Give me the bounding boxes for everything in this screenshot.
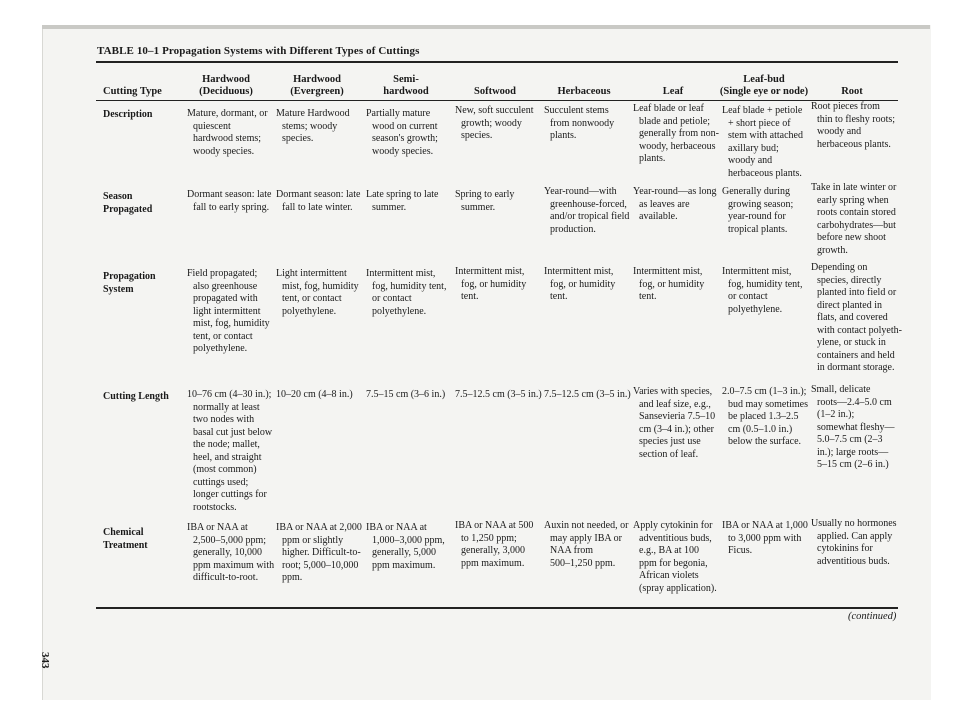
table-cell: Root pieces from thin to fleshy roots; woody and herbaceous plants. [811,101,896,150]
table-cell: Succulent stems from nonwoody plants. [544,105,615,141]
row-label-propagation-system: Propagation System [103,271,156,295]
table-cell: Intermittent mist, fog, humidity tent, or contact polyethylene. [722,266,803,315]
table-cell: Year-round—with greenhouse-forced, and/or tropical field production. [544,186,630,235]
header-leaf-bud: Leaf-bud (Single eye or node) [719,74,809,97]
table-cell: Generally during growing season; year-round for tropical plants. [722,186,794,235]
table-cell: Intermittent mist, fog, or humidity tent. [633,266,705,302]
header-root: Root [841,86,863,97]
table-cell: IBA or NAA at 500 to 1,250 ppm; generally, 3,000 ppm maximum. [455,520,534,569]
table-title: TABLE 10–1 Propagation Systems with Different Types of Cuttings [97,45,420,57]
table-cell: Late spring to late summer. [366,189,439,213]
table-cell: IBA or NAA at 1,000 to 3,000 ppm with Ficus. [722,520,808,556]
table-cell: New, soft succulent growth; woody species. [455,105,534,141]
table-header-rule [96,100,898,101]
table-cell: Leaf blade or leaf blade and petiole; generally from non- woody, herbaceous plants. [633,103,719,164]
table-cell: Varies with species, and leaf size, e.g., Sansevieria 7.5–10 cm (3–4 in.); other species just use section of leaf. [633,386,716,460]
table-cell: 7.5–12.5 cm (3–5 in.) [544,389,631,400]
header-semi-hardwood: Semi- hardwood [383,74,429,97]
table-cell: Field propagated; also greenhouse propagated with light intermittent mist, fog, humidity tent, or contact polyethylene. [187,268,270,354]
table-top-rule [96,61,898,63]
table-cell: Dormant season: late fall to early spring. [187,189,272,213]
table-cell: 10–76 cm (4–30 in.); normally at least two nodes with basal cut just below the node; mallet, heel, and straight (most common) cuttings used; longer cuttings for rootstocks. [187,389,273,513]
table-cell: Dormant season: late fall to late winter. [276,189,361,213]
table-cell: 2.0–7.5 cm (1–3 in.); bud may sometimes be placed 1.3–2.5 cm (0.5–1.0 in.) below the surface. [722,386,808,447]
table-cell: IBA or NAA at 1,000–3,000 ppm, generally, 5,000 ppm maximum. [366,522,445,571]
table-cell: Intermittent mist, fog, humidity tent, or contact polyethylene. [366,268,447,317]
continued-note: (continued) [848,611,897,622]
table-cell: 7.5–15 cm (3–6 in.) [366,389,446,400]
table-cell: Spring to early summer. [455,189,515,213]
row-label-season-propagated: Season Propagated [103,191,153,215]
header-herbaceous: Herbaceous [557,86,611,97]
table-cell: IBA or NAA at 2,000 ppm or slightly higher. Difficult-to- root; 5,000–10,000 ppm. [276,522,362,583]
table-cell: Usually no hormones applied. Can apply cytokinins for adventitious buds. [811,518,897,567]
row-label-description: Description [103,109,153,120]
table-cell: Leaf blade + petiole + short piece of stem with attached axillary bud; woody and herbaceous plants. [722,105,803,179]
table-cell: Partially mature wood on current season's growth; woody species. [366,108,438,157]
table-cell: Depending on species, directly planted into field or direct planted in flats, and covered with contact polyeth- ylene, or stuck in containers and held in dormant storage. [811,262,902,373]
header-hardwood-deciduous: Hardwood (Deciduous) [199,74,253,97]
header-softwood: Softwood [473,86,516,97]
table-cell: Year-round—as long as leaves are available. [633,186,717,222]
table-cell: Mature Hardwood stems; woody species. [276,108,350,144]
table-cell: Light intermittent mist, fog, humidity tent, or contact polyethylene. [276,268,359,317]
page-number: 343 [39,652,51,669]
table-cell: IBA or NAA at 2,500–5,000 ppm; generally, 10,000 ppm maximum with difficult-to-root. [187,522,275,583]
table-cell: Apply cytokinin for adventitious buds, e.g., BA at 100 ppm for begonia, African violets (spray application). [633,520,717,594]
scan-edge [42,25,930,29]
table-cell: 10–20 cm (4–8 in.) [276,389,353,400]
header-hardwood-evergreen: Hardwood (Evergreen) [290,74,344,97]
table-cell: Intermittent mist, fog, or humidity tent. [455,266,527,302]
table-cell: 7.5–12.5 cm (3–5 in.) [455,389,542,400]
table-cell: Small, delicate roots—2.4–5.0 cm (1–2 in.); somewhat fleshy— 5.0–7.5 cm (2–3 in.); large roots— 5–15 cm (2–6 in.) [811,384,895,470]
header-leaf: Leaf [662,86,684,97]
row-label-cutting-length: Cutting Length [103,391,169,402]
table-cell: Auxin not needed, or may apply IBA or NAA from 500–1,250 ppm. [544,520,629,569]
row-label-chemical-treatment: Chemical Treatment [103,527,148,551]
table-cell: Take in late winter or early spring when roots contain stored carbohydrates—but before new shoot growth. [811,182,897,256]
table-bottom-rule [96,607,898,609]
table-cell: Intermittent mist, fog, or humidity tent. [544,266,616,302]
header-cutting-type: Cutting Type [103,86,162,97]
table-cell: Mature, dormant, or quiescent hardwood stems; woody species. [187,108,268,157]
